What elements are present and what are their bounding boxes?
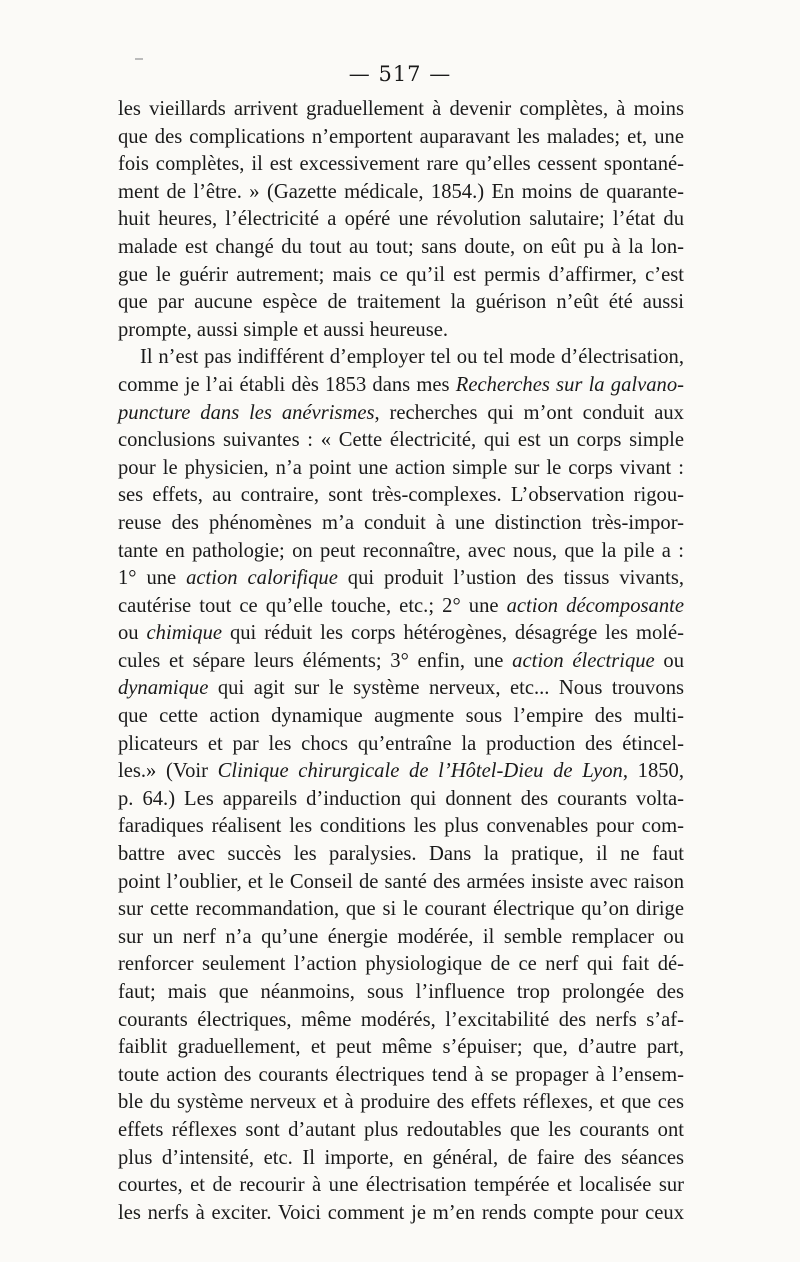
text-segment: qui produit l’ustion des tissus vivants,: [337, 567, 684, 590]
text-line: plus d’intensité, etc. Il importe, en général, de faire des séances: [118, 1146, 684, 1169]
text-line: tante en pathologie; on peut reconnaître, avec nous, que la pile a :: [118, 539, 684, 562]
text-line: [118, 675, 684, 703]
text-line: [118, 758, 684, 786]
text-line: ment de l’être. » (Gazette médicale, 1854.) En moins de quarante-: [118, 180, 684, 203]
text-line: [118, 565, 684, 593]
text-line: sur cette recommandation, que si le courant électrique qu’on dirige: [118, 898, 684, 921]
text-segment: ou: [654, 649, 684, 672]
text-line: plicateurs et par les chocs qu’entraîne la production des étincel-: [118, 732, 684, 755]
italic-title: Clinique chirurgicale de l’Hôtel-Dieu de Lyon: [217, 760, 623, 783]
text-line: p. 64.) Les appareils d’induction qui donnent des courants volta-: [118, 787, 684, 810]
text-line: prompte, aussi simple et aussi heureuse.: [118, 318, 449, 341]
text-line: ses effets, au contraire, sont très-complexes. L’observation rigou-: [118, 484, 684, 507]
text-line: battre avec succès les paralysies. Dans la pratique, il ne faut: [118, 843, 684, 866]
italic-title: puncture dans les anévrismes: [118, 401, 375, 424]
text-line: courtes, et de recourir à une électrisation tempérée et localisée sur: [118, 1174, 684, 1197]
text-line: conclusions suivantes : « Cette électricité, qui est un corps simple: [118, 429, 684, 452]
text-segment: qui agit sur le système nerveux, etc... Nous trouvons: [208, 677, 684, 700]
italic-title: chimique: [146, 622, 223, 645]
text-line: faut; mais que néanmoins, sous l’influence trop prolongée des: [118, 981, 684, 1003]
text-line: fois complètes, il est excessivement rare qu’elles cessent spontané-: [118, 153, 684, 176]
italic-title: Recherches sur la galvano-: [455, 373, 684, 396]
text-line: pour le physicien, n’a point une action simple sur le corps vivant :: [118, 456, 684, 479]
text-segment: 1° une: [118, 567, 187, 590]
italic-title: action calorifique: [186, 567, 338, 590]
italic-title: action décomposante: [506, 594, 684, 617]
scan-mark: [135, 58, 143, 60]
text-line: malade est changé du tout au tout; sans doute, on eût pu à la lon-: [118, 235, 684, 258]
text-line: que par aucune espèce de traitement la guérison n’eût été aussi: [118, 291, 684, 314]
text-line: [118, 620, 684, 648]
text-segment: les.» (Voir: [118, 760, 218, 783]
text-line: les vieillards arrivent graduellement à devenir complètes, à moins: [118, 98, 684, 120]
text-line: effets réflexes sont d’autant plus redoutables que les courants ont: [118, 1118, 684, 1141]
text-line: [118, 648, 684, 676]
body-text: [118, 96, 684, 1227]
text-line: gue le guérir autrement; mais ce qu’il est permis d’affirmer, c’est: [118, 263, 684, 286]
text-line: renforcer seulement l’action physiologique de ce nerf qui fait dé-: [118, 953, 684, 976]
text-line: point l’oublier, et le Conseil de santé des armées insiste avec raison: [118, 870, 684, 893]
text-line: ble du système nerveux et à produire des effets réflexes, et que ces: [118, 1091, 684, 1114]
text-line: reuse des phénomènes m’a conduit à une distinction très-impor-: [118, 511, 684, 534]
text-line: faradiques réalisent les conditions les plus convenables pour com-: [118, 815, 684, 838]
page-number: — 517 —: [348, 62, 452, 86]
text-line: [118, 372, 684, 400]
text-segment: cautérise tout ce qu’elle touche, etc.; 2° une: [118, 594, 507, 617]
text-line: toute action des courants électriques tend à se propager à l’ensem-: [118, 1063, 684, 1086]
text-segment: ou: [118, 622, 147, 645]
text-line: courants électriques, même modérés, l’excitabilité des nerfs s’af-: [118, 1008, 684, 1031]
text-line: sur un nerf n’a qu’une énergie modérée, il semble remplacer ou: [118, 925, 684, 948]
text-line: les nerfs à exciter. Voici comment je m’en rends compte pour ceux: [118, 1201, 684, 1224]
text-line: huit heures, l’électricité a opéré une révolution salutaire; l’état du: [118, 208, 684, 231]
text-segment: , recherches qui m’ont conduit aux: [374, 401, 684, 424]
text-line: que cette action dynamique augmente sous l’empire des multi-: [118, 705, 684, 728]
italic-title: dynamique: [118, 677, 209, 700]
text-segment: qui réduit les corps hétérogènes, désagrége les molé-: [222, 622, 685, 645]
text-line: [118, 593, 684, 621]
text-line: Il n’est pas indifférent d’employer tel ou tel mode d’électrisation,: [140, 346, 684, 369]
text-segment: , 1850,: [622, 760, 684, 783]
text-segment: comme je l’ai établi dès 1853 dans mes: [118, 373, 456, 396]
text-segment: cules et sépare leurs éléments; 3° enfin, une: [118, 649, 513, 672]
text-line: faiblit graduellement, et peut même s’épuiser; que, d’autre part,: [118, 1036, 684, 1059]
text-line: [118, 400, 684, 428]
text-line: que des complications n’emportent auparavant les malades; et, une: [118, 125, 684, 148]
italic-title: action électrique: [512, 649, 655, 672]
